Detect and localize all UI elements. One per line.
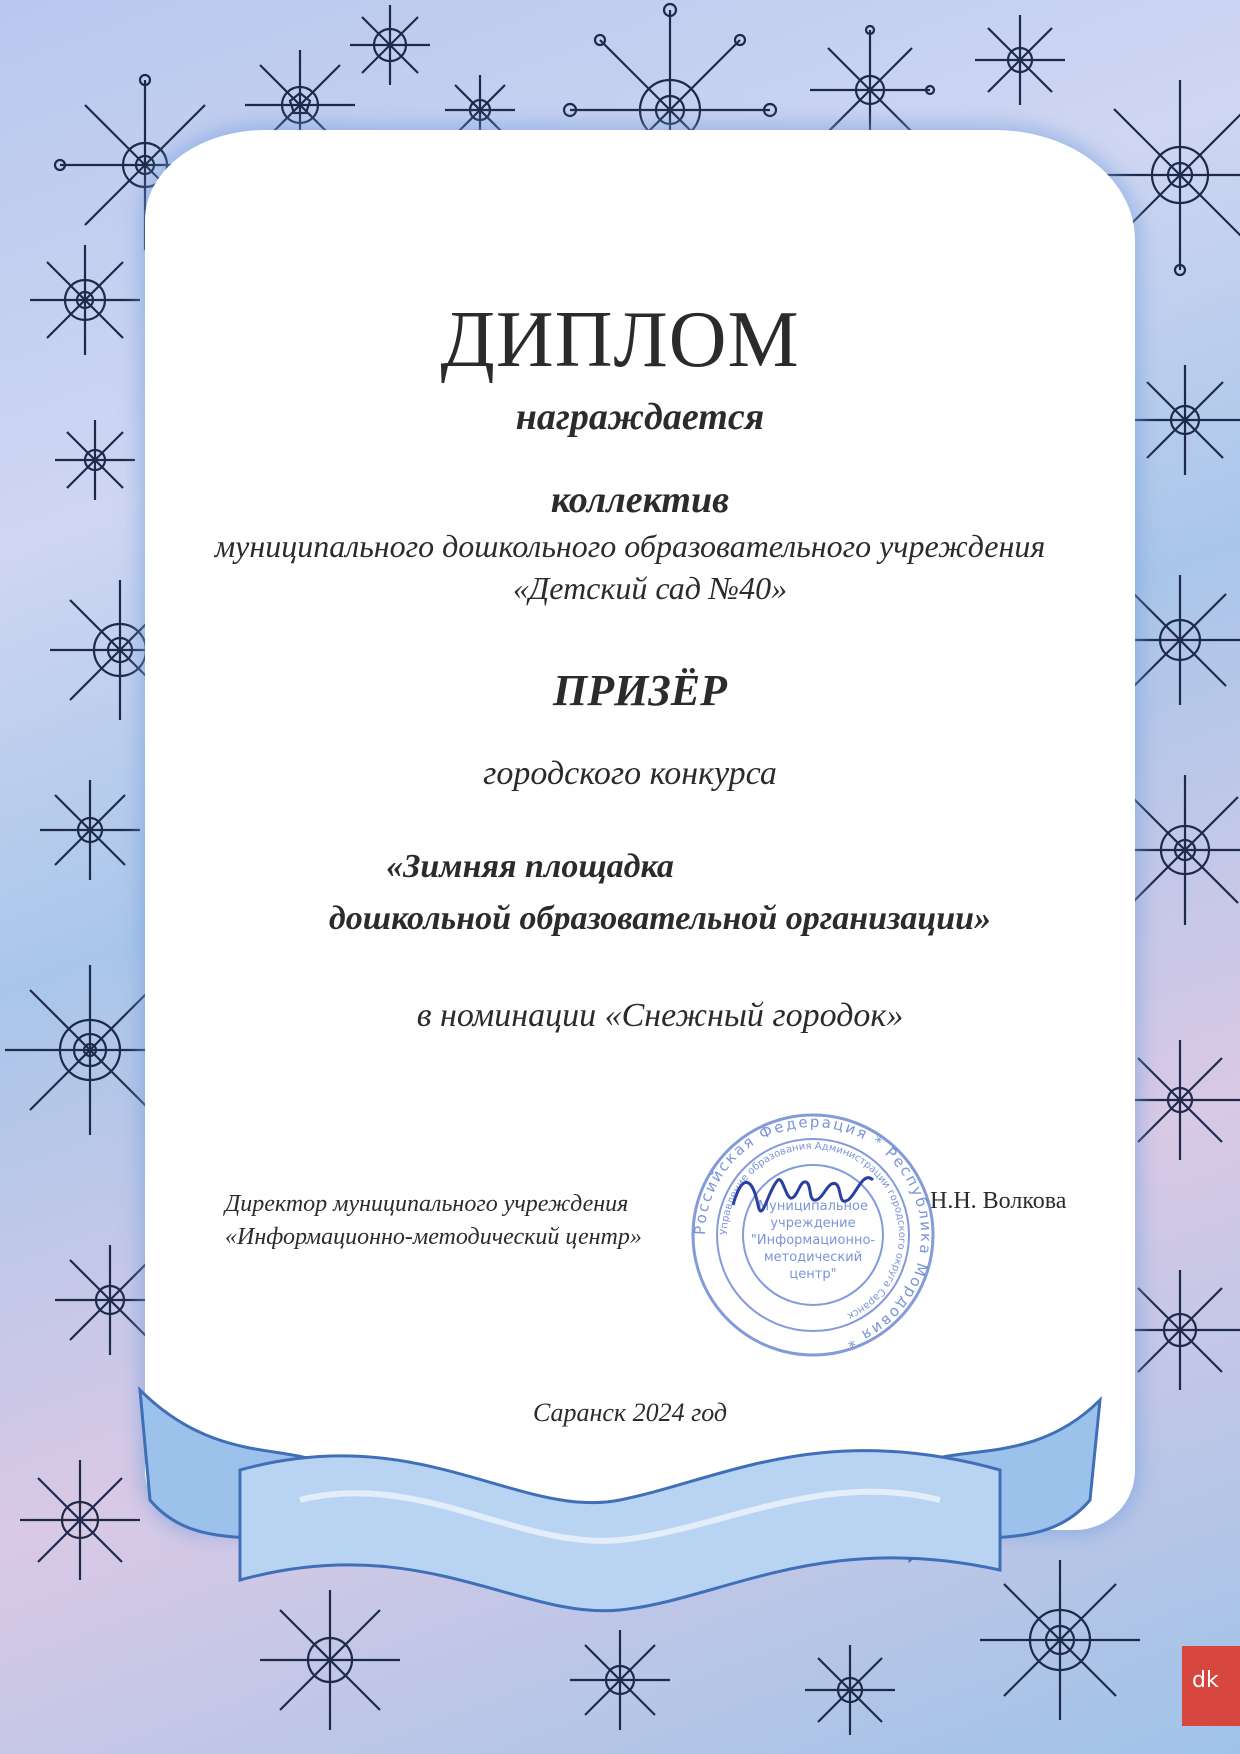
prize-title: ПРИЗЁР [553, 666, 727, 715]
awarded-label: награждается [515, 396, 765, 438]
stamp-inner-line-2: учреждение [770, 1216, 856, 1231]
signatory-name: Н.Н. Волкова [930, 1188, 1067, 1214]
stamp-inner-line-3: "Информационно- [750, 1233, 876, 1248]
recipient-label: коллектив [550, 479, 730, 521]
signatory-position [225, 1188, 642, 1254]
organization-line-1: муниципального дошкольного образовательного учреждения [214, 528, 1046, 564]
signatory-position-line-2: «Информационно-методический центр» [225, 1224, 642, 1250]
contest-title-line-2: дошкольной образовательной организации» [328, 900, 992, 937]
place-year: Саранск 2024 год [532, 1398, 728, 1427]
contest-title-line-1: «Зимняя площадка [386, 848, 674, 885]
stamp-inner-line-5: центр" [789, 1267, 837, 1282]
svg-text:Управление образования Админис [719, 1141, 907, 1321]
stamp-middle-text: Управление образования Администрации городского округа Саранск [718, 1140, 908, 1322]
stamp-outer-text: Российская Федерация * Республика Мордовия * [690, 1112, 936, 1352]
stamp-inner-line-4: методический [763, 1250, 863, 1265]
corner-logo-label: dk [1192, 1668, 1219, 1693]
nomination-text: в номинации «Снежный городок» [416, 997, 904, 1034]
stamp-inner-line-1: Муниципальное [757, 1199, 869, 1214]
official-stamp [688, 1110, 938, 1360]
contest-label: городского конкурса [483, 755, 777, 792]
diploma-title: ДИПЛОМ [440, 296, 800, 384]
corner-logo [1182, 1646, 1240, 1726]
signatory-position-line-1: Директор муниципального учреждения [225, 1191, 629, 1217]
organization-line-2: «Детский сад №40» [512, 570, 788, 606]
